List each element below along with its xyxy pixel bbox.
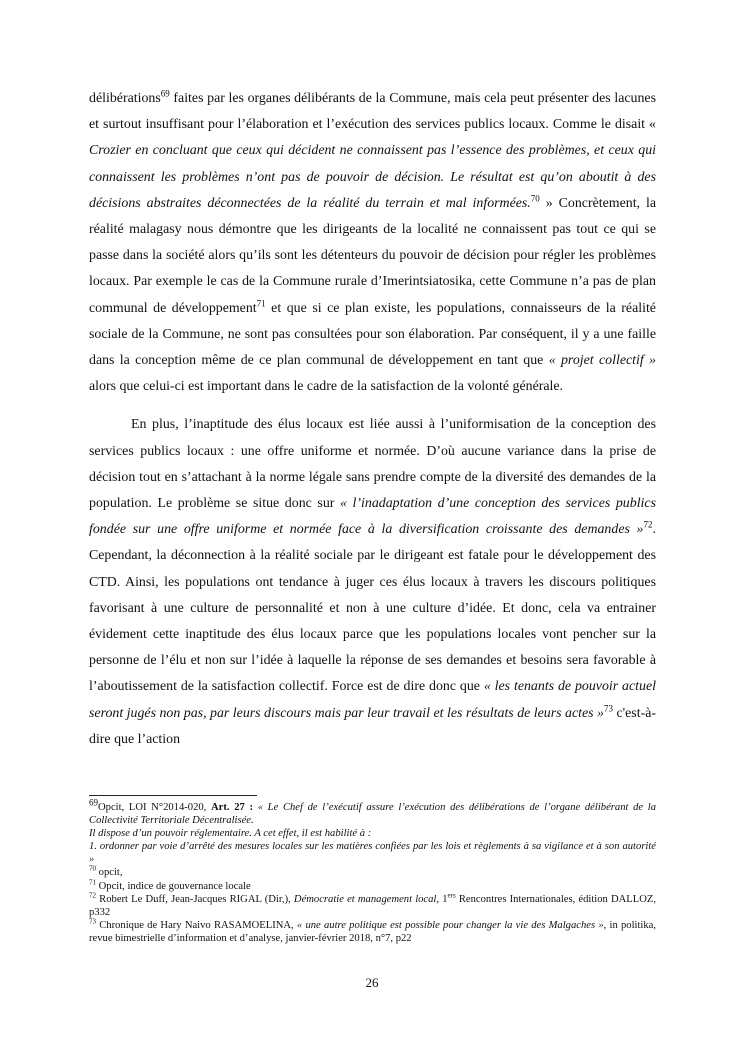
text-run: Opcit, LOI N°2014-020,: [98, 802, 212, 813]
text-run: Chronique de Hary Naivo RASAMOELINA,: [96, 919, 297, 931]
text-run: Rencontres Internationales, édition DALLOZ, p332: [89, 893, 657, 918]
footnote-69-line-2: [89, 827, 656, 840]
text-run: Opcit, indice de gouvernance locale: [96, 880, 251, 892]
quote-inadaptation: « l’inadaptation d’une conception des services publics fondée sur une offre uniforme et normée face à la diversification croissante des demandes »: [89, 496, 656, 538]
text-run: faites par les organes délibérants de la Commune, mais cela peut présenter des lacunes et surtout insuffisant pour l’élaboration et l’exécution des services publics locaux. Comme le disait «: [89, 91, 656, 133]
text-run: En plus, l’inaptitude des élus locaux est liée aussi à l’uniformisation de la conception des services publics locaux : une offre uniforme et normée. D’où aucune variance dans la prise de décision tout en s’attachant à la norme légale sans prendre compte de la diversité des demandes de la population. Le problème se situe donc sur: [89, 417, 656, 512]
footnote-number: 70: [89, 864, 96, 873]
text-run: opcit,: [96, 867, 123, 879]
paragraph-2: [89, 412, 656, 753]
text-run: « Le Chef de l’exécutif assure l’exécution des délibérations de l’organe délibérant de la Collectivité Territoriale Décentralisée.: [89, 802, 657, 827]
footnote-number: 72: [89, 891, 96, 900]
footnote-72: [89, 893, 656, 919]
text-run: 1. ordonner par voie d’arrêté des mesures locales sur les matières confiées par les lois et règlements à sa vigilance et à son autorité »: [89, 841, 656, 866]
text-run: . Cependant, la déconnection à la réalité sociale par le dirigeant est fatale pour le développement des CTD. Ainsi, les populations ont tendance à juger ces élus locaux à travers les discours politiques favorisant à une culture de personnalité et non à une culture d’idée. Et donc, cela va entrainer évidement cette inaptitude des élus locaux parce que les populations locales vont pencher sur la personne de l’élu et non sur l’idée à laquelle la réponse de ses demandes et besoins sera favorable à l’aboutissement de la satisfaction collectif. Force est de dire donc que: [89, 522, 656, 695]
article-title: « une autre politique est possible pour changer la vie des Malgaches »: [296, 919, 604, 931]
footnote-ref-73[interactable]: 73: [604, 703, 613, 714]
footnote-ref-72[interactable]: 72: [643, 519, 653, 530]
text-run: Il dispose d’un pouvoir réglementaire. A cet effet, il est habilité à :: [89, 828, 372, 840]
book-title: Démocratie et management local: [293, 893, 437, 905]
footnote-number: 73: [89, 917, 96, 926]
footnote-ref-70[interactable]: 70: [530, 193, 540, 204]
text-run: c'est-à-dire que l’action: [89, 705, 656, 747]
paragraph-1: [89, 86, 656, 400]
quote-projet-collectif: « projet collectif »: [548, 353, 657, 369]
footnotes: [89, 797, 657, 945]
footnote-73: [89, 919, 656, 945]
main-text: [89, 86, 656, 753]
footnote-separator: [89, 795, 257, 796]
footnote-69-line-3: [89, 840, 656, 866]
text-run: » Concrètement, la réalité malagasy nous démontre que les dirigeants de la localité ne connaissent pas tout ce qui se passe dans la société alors qu’ils sont les détenteurs du pouvoir de décision pour régler les problèmes locaux. Par exemple le cas de la Commune rurale d’Imerintsiatosika, cette Commune n’a pas de plan communal de développement: [89, 195, 656, 316]
footnote-69: [89, 797, 657, 827]
page-number: 26: [365, 975, 379, 990]
footnote-70: [89, 866, 656, 879]
footnote-ref-71[interactable]: 71: [256, 298, 266, 308]
footnote-71: [89, 880, 656, 893]
article-label: Art. 27 :: [211, 802, 254, 813]
footnote-ref-69[interactable]: 69: [160, 88, 170, 99]
text-run: alors que celui-ci est important dans le cadre de la satisfaction de la volonté générale.: [89, 379, 564, 395]
text-run: Robert Le Duff, Jean-Jacques RIGAL (Dir,),: [96, 893, 294, 905]
quote-crozier: Crozier en concluant que ceux qui décident ne connaissent pas l’essence des problèmes, et ceux qui connaissent les problèmes n’ont pas de pouvoir de décision. Le résultat est qu’on aboutit à des décisions abstraites déconnectées de la réalité du terrain et mal informées.: [89, 143, 656, 211]
ordinal-suffix: ers: [447, 891, 456, 900]
text-run: , 1: [436, 893, 448, 905]
text-run: , in politika, revue bimestrielle d’information et d’analyse, janvier-février 2018, n°7, p22: [89, 919, 656, 944]
text-run: délibérations: [89, 91, 161, 106]
footnote-number: 71: [89, 878, 96, 887]
footnote-number: 69: [89, 797, 98, 808]
quote-tenants-pouvoir: « les tenants de pouvoir actuel seront jugés non pas, par leurs discours mais par leur travail et les résultats de leurs actes »: [89, 679, 656, 721]
text-run: et que si ce plan existe, les populations, connaisseurs de la réalité sociale de la Commune, ne sont pas consultées pour son élaboration. Par conséquent, il y a une faille dans la conception même de ce plan communal de développement en tant que: [89, 300, 656, 369]
